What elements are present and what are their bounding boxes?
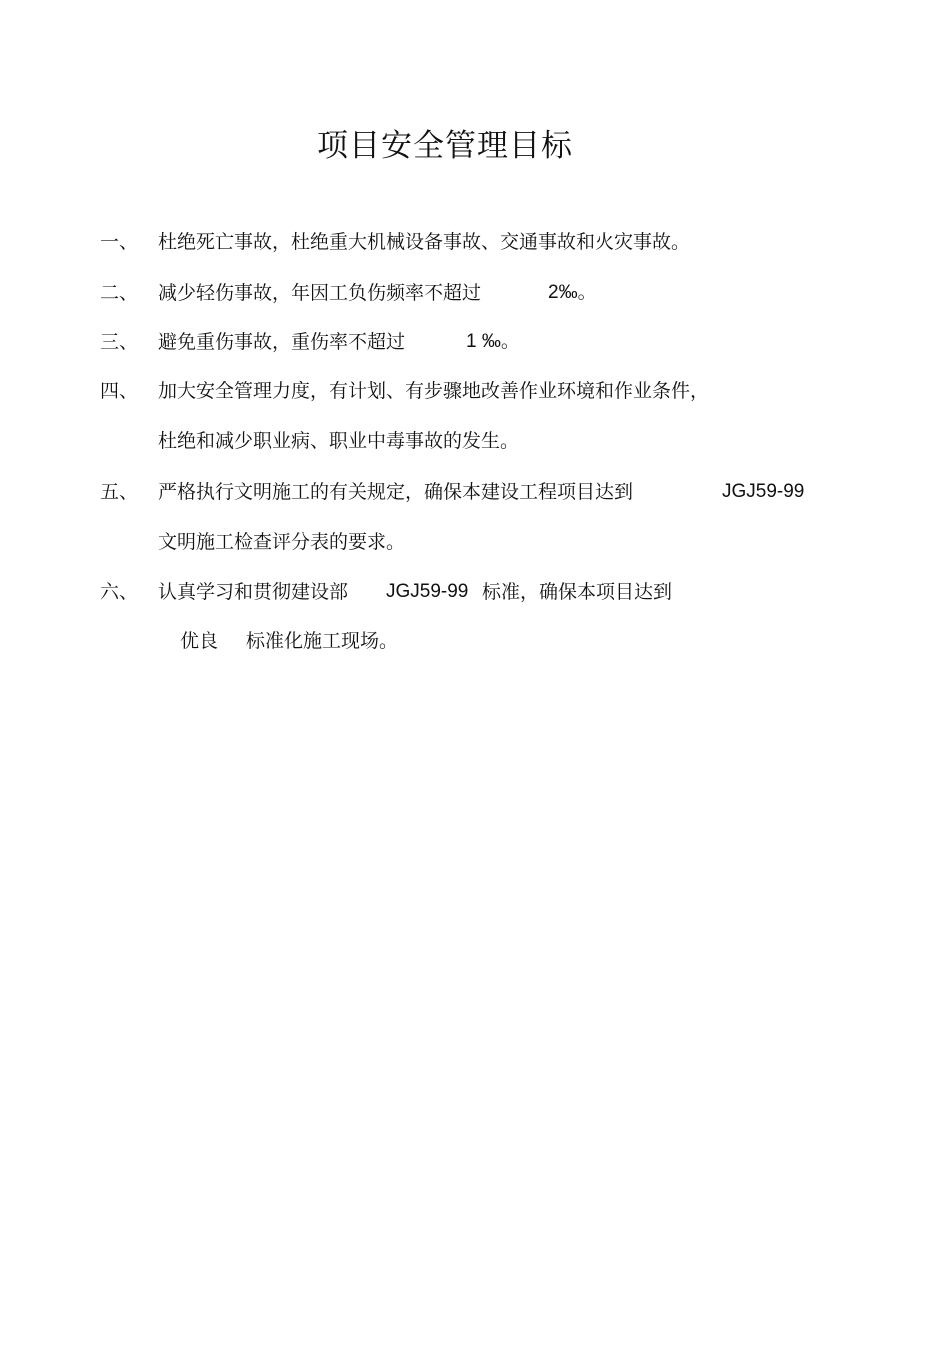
item-2-number: 二、 xyxy=(100,282,139,304)
item-5-continuation: 文明施工检查评分表的要求。 xyxy=(158,531,406,553)
item-4-text: 加大安全管理力度，有计划、有步骤地改善作业环境和作业条件， xyxy=(158,380,710,402)
item-3-text: 避免重伤事故，重伤率不超过 xyxy=(158,331,406,353)
item-2-value: 2‰。 xyxy=(548,282,597,303)
item-6-text: 认真学习和贯彻建设部 xyxy=(158,581,349,603)
item-4-continuation: 杜绝和减少职业病、职业中毒事故的发生。 xyxy=(158,430,520,452)
item-6-number: 六、 xyxy=(100,581,139,603)
item-4-number: 四、 xyxy=(100,380,139,402)
item-6-continuation-a: 优良 xyxy=(180,630,219,652)
item-6-standard-code: JGJ59-99 xyxy=(386,581,469,602)
item-2-text: 减少轻伤事故，年因工负伤频率不超过 xyxy=(158,282,482,304)
item-5-number: 五、 xyxy=(100,481,139,503)
item-3-value: 1 ‰。 xyxy=(466,331,520,352)
item-3-number: 三、 xyxy=(100,331,139,353)
item-6-continuation-b: 标准化施工现场。 xyxy=(246,630,399,652)
page-title: 项目安全管理目标 xyxy=(317,128,573,164)
item-1-text: 杜绝死亡事故，杜绝重大机械设备事故、交通事故和火灾事故。 xyxy=(158,231,691,253)
item-5-standard-code: JGJ59-99 xyxy=(722,481,805,502)
item-1-number: 一、 xyxy=(100,231,139,253)
item-6-text-2: 标准，确保本项目达到 xyxy=(482,581,673,603)
item-5-text: 严格执行文明施工的有关规定，确保本建设工程项目达到 xyxy=(158,481,634,503)
